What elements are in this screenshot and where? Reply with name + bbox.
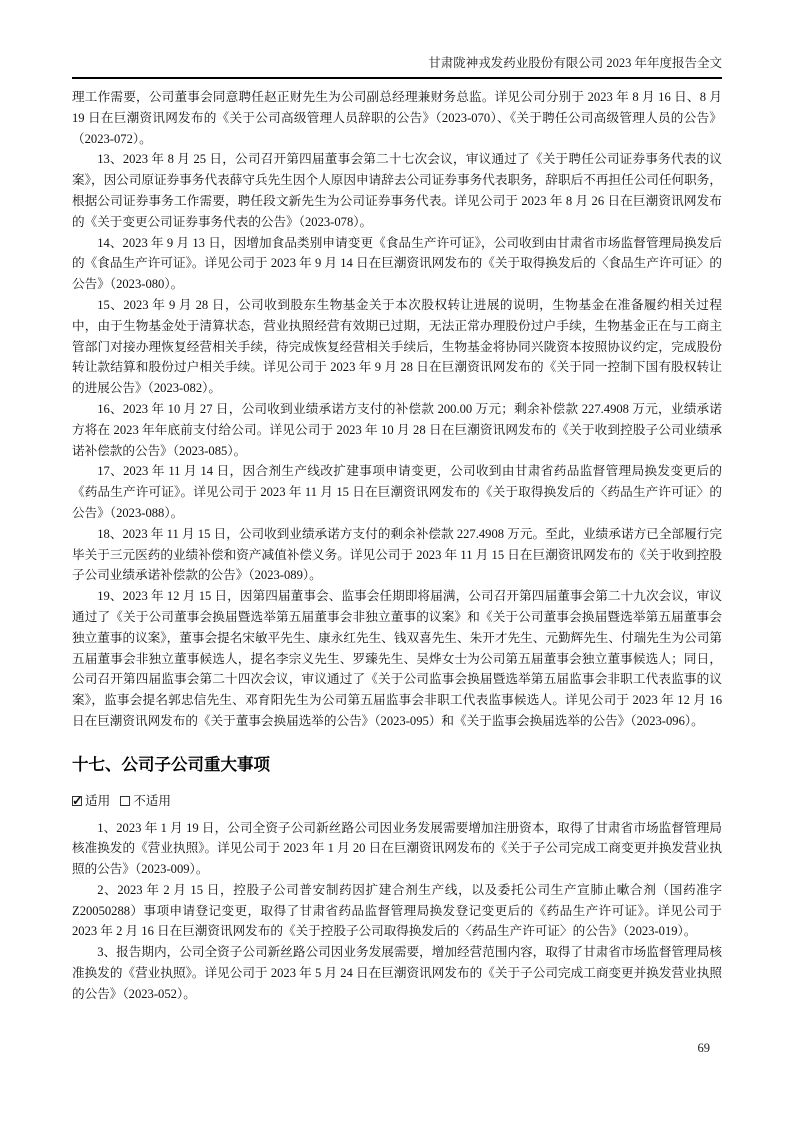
subsidiary-item-1: 1、2023 年 1 月 19 日，公司全资子公司新丝路公司因业务发展需要增加注册资本，取得了甘肃省市场监督管理局核准换发的《营业执照》。详见公司于 2023 年 1 月 20 日在巨潮资讯网发布的《关于子公司完成工商变更并换发营业执照的公告》（2023-009）。 xyxy=(72,820,722,877)
header-rule xyxy=(72,77,722,79)
paragraph-item-17: 17、2023 年 11 月 14 日，因合剂生产线改扩建事项申请变更，公司收到由甘肃省药品监督管理局换发变更后的《药品生产许可证》。详见公司于 2023 年 11 月 15 日在巨潮资讯网发布的《关于取得换发后的〈药品生产许可证〉的公告》（2023-088）。 xyxy=(72,464,722,520)
not-applicable-checkbox-icon xyxy=(120,796,130,806)
subsidiary-item-3: 3、报告期内，公司全资子公司新丝路公司因业务发展需要，增加经营范围内容，取得了甘肃省市场监督管理局核准换发的《营业执照》。详见公司于 2023 年 5 月 24 日在巨潮资讯网发布的《关于子公司完成工商变更并换发营业执照的公告》（2023-052）。 xyxy=(72,945,722,1001)
paragraph-item-19: 19、2023 年 12 月 15 日，因第四届董事会、监事会任期即将届满，公司召开第四届董事会第二十九次会议，审议通过了《关于公司董事会换届暨选举第五届董事会非独立董事的议案》和《关于公司董事会换届暨选举第五届董事会独立董事的议案》，董事会提名宋敏平先生、康永红先生、钱双喜先生、朱开才先生、元勤辉先生、付瑞先生为公司第五届董事会非独立董事候选人，提名李宗义先生、罗臻先生、吴烨女士为公司第五届董事会独立董事候选人；同日，公司召开第四届监事会第二十四次会议，审议通过了《关于公司监事会换届暨选举第五届监事会非职工代表监事的议案》，监事会提名郭忠信先生、邓育阳先生为公司第五届监事会非职工代表监事候选人。详见公司于 2023 年 12 月 16 日在巨潮资讯网发布的《关于董事会换届选举的公告》（2023-095）和《关于监事会换届选举的公告》（2023-096）。 xyxy=(72,589,722,728)
paragraph-continuation: 理工作需要，公司董事会同意聘任赵正财先生为公司副总经理兼财务总监。详见公司分别于 2023 年 8 月 16 日、8 月 19 日在巨潮资讯网发布的《关于公司高级管理人员辞职的公告》（2023-070）、《关于聘任公司高级管理人员的公告》（2023-072）。 xyxy=(72,90,722,146)
section-heading-17: 十七、公司子公司重大事项 xyxy=(72,755,270,774)
applicable-label: 适用 xyxy=(85,793,111,808)
paragraph-item-18: 18、2023 年 11 月 15 日，公司收到业绩承诺方支付的剩余补偿款 227.4908 万元。至此，业绩承诺方已全部履行完毕关于三元医药的业绩补偿和资产减值补偿义务。详见公司于 2023 年 11 月 15 日在巨潮资讯网发布的《关于收到控股子公司业绩承诺补偿款的公告》（2023-089）。 xyxy=(72,526,722,583)
page-header xyxy=(72,55,722,71)
report-title: 甘肃陇神戎发药业股份有限公司 2023 年年度报告全文 xyxy=(428,56,722,70)
paragraph-item-13: 13、2023 年 8 月 25 日，公司召开第四届董事会第二十七次会议，审议通过了《关于聘任公司证券事务代表的议案》，因公司原证券事务代表薛守兵先生因个人原因申请辞去公司证券事务代表职务，辞职后不再担任公司任何职务，根据公司证券事务工作需要，聘任段文新先生为公司证券事务代表。详见公司于 2023 年 8 月 26 日在巨潮资讯网发布的《关于变更公司证券事务代表的公告》（2023-078）。 xyxy=(72,152,722,229)
applicability-row xyxy=(72,791,722,812)
not-applicable-label: 不适用 xyxy=(133,793,171,808)
subsidiary-item-2: 2、2023 年 2 月 15 日，控股子公司普安制药因扩建合剂生产线，以及委托公司生产宣肺止嗽合剂（国药准字Z20050288）事项申请登记变更，取得了甘肃省药品监督管理局换发登记变更后的《药品生产许可证》。详见公司于 2023 年 2 月 16 日在巨潮资讯网发布的《关于控股子公司取得换发后的〈药品生产许可证〉的公告》（2023-019）。 xyxy=(72,882,722,939)
page-number: 69 xyxy=(697,1041,710,1055)
page-content xyxy=(72,87,722,1005)
paragraph-item-16: 16、2023 年 10 月 27 日，公司收到业绩承诺方支付的补偿款 200.00 万元；剩余补偿款 227.4908 万元，业绩承诺方将在 2023 年年底前支付给公司。详见公司于 2023 年 10 月 28 日在巨潮资讯网发布的《关于收到控股子公司业绩承诺补偿款的公告》（2023-085）。 xyxy=(72,401,722,458)
applicable-checkbox-checked-icon xyxy=(72,796,82,806)
paragraph-item-14: 14、2023 年 9 月 13 日，因增加食品类别申请变更《食品生产许可证》，公司收到由甘肃省市场监督管理局换发后的《食品生产许可证》。详见公司于 2023 年 9 月 14 日在巨潮资讯网发布的《关于取得换发后的〈食品生产许可证〉的公告》（2023-080）。 xyxy=(72,235,722,292)
paragraph-item-15: 15、2023 年 9 月 28 日，公司收到股东生物基金关于本次股权转让进展的说明，生物基金在准备履约相关过程中，由于生物基金处于清算状态，营业执照经营有效期已过期，无法正常办理股份过户手续，生物基金正在与工商主管部门对接办理恢复经营相关手续，待完成恢复经营相关手续后，生物基金将协同兴陇资本按照协议约定，完成股份转让款结算和股份过户相关手续。详见公司于 2023 年 9 月 28 日在巨潮资讯网发布的《关于同一控制下国有股权转让的进展公告》（2023-082）。 xyxy=(72,297,722,396)
